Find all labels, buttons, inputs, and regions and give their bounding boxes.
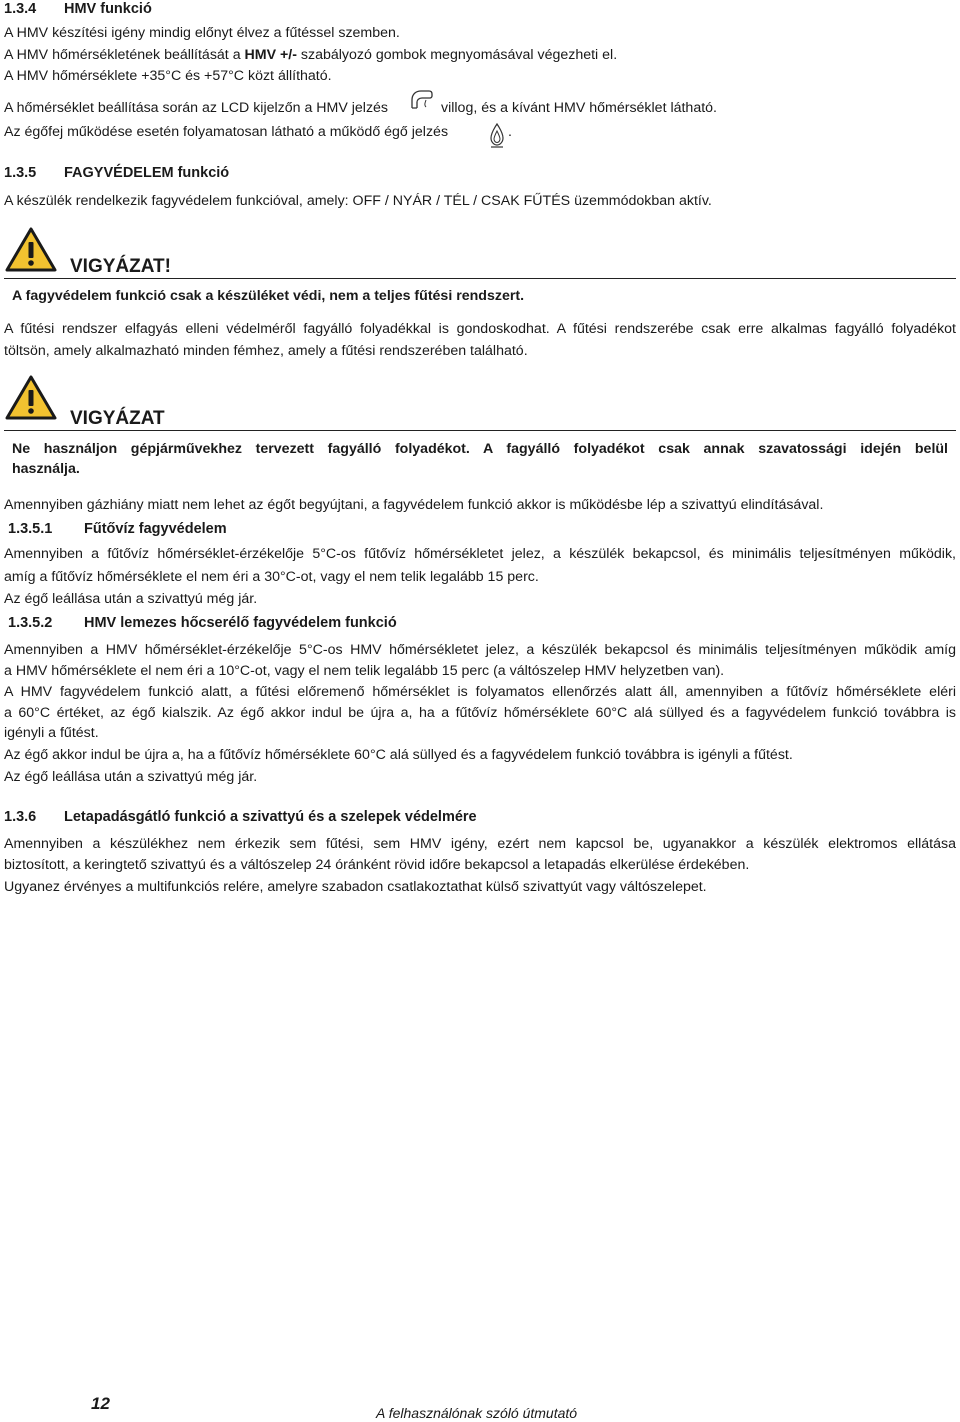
warning-text: használja. [12,461,80,477]
warning-text: Ne használjon gépjárművekhez tervezett fagyálló folyadékot. A fagyálló folyadékot csak annak szavatossági idején belül [12,441,948,457]
section-title: HMV lemezes hőcserélő fagyvédelem funkció [84,615,397,631]
paragraph-line: biztosított, a keringtető szivattyú és a váltószelep 24 óránként rövid időre bekapcsol a letapadás elkerülése érdekében. [4,857,750,873]
paragraph-line: Az égő leállása után a szivattyú még jár. [4,769,258,785]
paragraph-line: töltsön, amely alkalmazható minden fémhez, amely a fűtési rendszerében található. [4,343,528,359]
section-title: HMV funkció [64,1,152,17]
paragraph-line: Az égő leállása után a szivattyú még jár. [4,591,258,607]
paragraph-line: A készülék rendelkezik fagyvédelem funkcióval, amely: OFF / NYÁR / TÉL / CSAK FŰTÉS üzemmódokban aktív. [4,193,712,209]
paragraph-line: Amennyiben a készülékhez nem érkezik sem fűtési, sem HMV igény, ezért nem kapcsol be, ugyanakkor a készülék elektromos ellátása [4,836,956,852]
section-number: 1.3.4 [4,1,37,17]
warning-title: VIGYÁZAT! [70,256,171,277]
warning-triangle-icon [4,226,58,274]
section-number: 1.3.5.1 [8,521,53,537]
paragraph-line: igényli a fűtést. [4,725,99,741]
paragraph-line: A fűtési rendszer elfagyás elleni védelméről fagyálló folyadékkal is gondoskodhat. A fűtési rendszerébe csak erre alkalmas fagyálló folyadékot [4,321,956,337]
section-heading-1-3-5-2 [8,614,397,632]
text-fragment: A HMV hőmérsékletének beállítását a [4,47,245,63]
paragraph-line [4,46,617,64]
paragraph-line: Amennyiben a HMV hőmérséklet-érzékelője 5°C-os HMV hőmérsékletet jelez, a készülék bekapcsol és minimális teljesítményen működik amíg [4,642,956,658]
section-heading-1-3-6 [4,808,477,826]
paragraph-line: Az égőfej működése esetén folyamatosan látható a működő égő jelzés [4,124,449,140]
paragraph-line: . [508,124,512,140]
divider [4,278,956,279]
burner-flame-icon [488,121,506,149]
warning-triangle-icon [4,374,58,422]
paragraph-line: Ugyanez érvényes a multifunkciós relére, amelyre szabadon csatlakoztathat külső szivattyút vagy váltószelepet. [4,879,707,895]
paragraph-line: Amennyiben a fűtővíz hőmérséklet-érzékelője 5°C-os fűtővíz hőmérsékletet jelez, a készülék bekapcsol, és minimális teljesítményen működik, [4,546,956,562]
paragraph-line: a 60°C értéket, az égő kialszik. Az égő akkor indul be újra a, ha a fűtővíz hőmérséklete 60°C alá süllyed és a fagyvédelem funkció továbbra is [4,705,956,721]
paragraph-line: A HMV hőmérséklete +35°C és +57°C közt állítható. [4,68,332,84]
section-number: 1.3.5.2 [8,615,53,631]
section-title: Letapadásgátló funkció a szivattyú és a szelepek védelmére [64,809,477,825]
paragraph-line: villog, és a kívánt HMV hőmérséklet látható. [441,100,717,116]
text-fragment: szabályozó gombok megnyomásával végezheti el. [296,47,618,63]
warning-title: VIGYÁZAT [70,408,165,429]
divider [4,430,956,431]
paragraph-line: A HMV fagyvédelem funkció alatt, a fűtési előremenő hőmérséklet is folyamatos ellenőrzés alatt áll, amennyiben a fűtővíz hőmérséklete eléri [4,684,956,700]
section-number: 1.3.5 [4,165,37,181]
hot-water-tap-icon [409,88,435,112]
warning-text: A fagyvédelem funkció csak a készüléket védi, nem a teljes fűtési rendszert. [12,288,525,304]
section-heading-1-3-4 [4,0,152,18]
section-heading-1-3-5 [4,164,229,182]
paragraph-line: Amennyiben gázhiány miatt nem lehet az égőt begyújtani, a fagyvédelem funkció akkor is működésbe lép a szivattyú elindításával. [4,497,824,513]
hmv-buttons-label: HMV +/- [244,47,297,63]
section-title: Fűtővíz fagyvédelem [84,521,227,537]
section-heading-1-3-5-1 [8,520,227,538]
section-number: 1.3.6 [4,809,37,825]
page-number: 12 [91,1394,110,1413]
footer-title: A felhasználónak szóló útmutató [376,1405,578,1421]
paragraph-line: Az égő akkor indul be újra a, ha a fűtővíz hőmérséklete 60°C alá süllyed és a fagyvédelem funkció továbbra is igényli a fűtést. [4,747,793,763]
section-title: FAGYVÉDELEM funkció [64,165,230,181]
paragraph-line: a HMV hőmérséklete el nem éri a 10°C-ot, vagy el nem telik legalább 15 perc (a váltószelep HMV helyzetben van). [4,663,725,679]
paragraph-line: A hőmérséklet beállítása során az LCD kijelzőn a HMV jelzés [4,100,389,116]
paragraph-line: amíg a fűtővíz hőmérséklete el nem éri a 30°C-ot, vagy el nem telik legalább 15 perc. [4,569,539,585]
paragraph-line: A HMV készítési igény mindig előnyt élvez a fűtéssel szemben. [4,25,400,41]
